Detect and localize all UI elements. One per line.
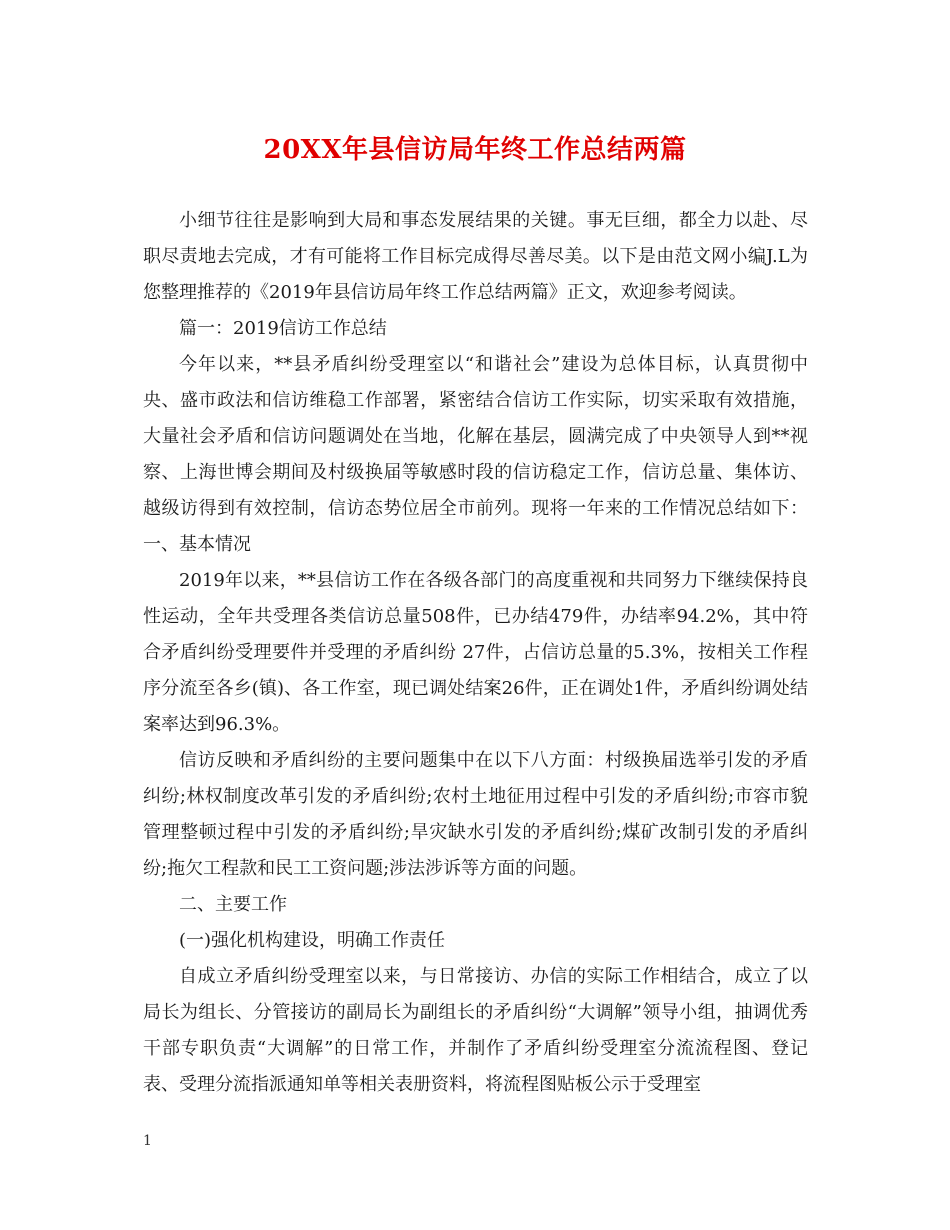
section-heading-part-one: 篇一：2019信访工作总结 xyxy=(179,318,387,339)
body-paragraph: 信访反映和矛盾纠纷的主要问题集中在以下八方面：村级换届选举引发的矛盾纠纷;林权制度改革引发的矛盾纠纷;农村土地征用过程中引发的矛盾纠纷;市容市貌管理整顿过程中引发的矛盾纠纷;旱灾缺水引发的矛盾纠纷;煤矿改制引发的矛盾纠纷;拖欠工程款和民工工资问题;涉法涉诉等方面的问题。 xyxy=(143,750,808,879)
page-number: 1 xyxy=(143,1133,152,1149)
intro-paragraph: 小细节往往是影响到大局和事态发展结果的关键。事无巨细，都全力以赴、尽职尽责地去完成，才有可能将工作目标完成得尽善尽美。以下是由范文网小编J.L为您整理推荐的《2019年县信访局年终工作总结两篇》正文，欢迎参考阅读。 xyxy=(143,210,808,303)
body-paragraph: 2019年以来，**县信访工作在各级各部门的高度重视和共同努力下继续保持良性运动，全年共受理各类信访总量508件，已办结479件，办结率94.2%，其中符合矛盾纠纷受理要件并受理的矛盾纠纷 27件，占信访总量的5.3%，按相关工作程序分流至各乡(镇)、各工作室，现已调处结案26件，正在调处1件，矛盾纠纷调处结案率达到96.3%。 xyxy=(143,570,808,735)
body-paragraph: 今年以来，**县矛盾纠纷受理室以“和谐社会”建设为总体目标，认真贯彻中央、盛市政法和信访维稳工作部署，紧密结合信访工作实际，切实采取有效措施，大量社会矛盾和信访问题调处在当地，化解在基层，圆满完成了中央领导人到**视察、上海世博会期间及村级换届等敏感时段的信访稳定工作，信访总量、集体访、越级访得到有效控制，信访态势位居全市前列。现将一年来的工作情况总结如下：一、基本情况 xyxy=(143,354,808,555)
document-title: 20XX年县信访局年终工作总结两篇 xyxy=(263,135,687,165)
subsection-heading: (一)强化机构建设，明确工作责任 xyxy=(179,930,446,951)
body-paragraph: 自成立矛盾纠纷受理室以来，与日常接访、办信的实际工作相结合，成立了以局长为组长、分管接访的副局长为副组长的矛盾纠纷“大调解”领导小组，抽调优秀干部专职负责“大调解”的日常工作，并制作了矛盾纠纷受理室分流流程图、登记表、受理分流指派通知单等相关表册资料，将流程图贴板公示于受理室 xyxy=(143,966,808,1095)
document-body xyxy=(143,203,808,1103)
section-heading-main-work: 二、主要工作 xyxy=(179,894,287,915)
